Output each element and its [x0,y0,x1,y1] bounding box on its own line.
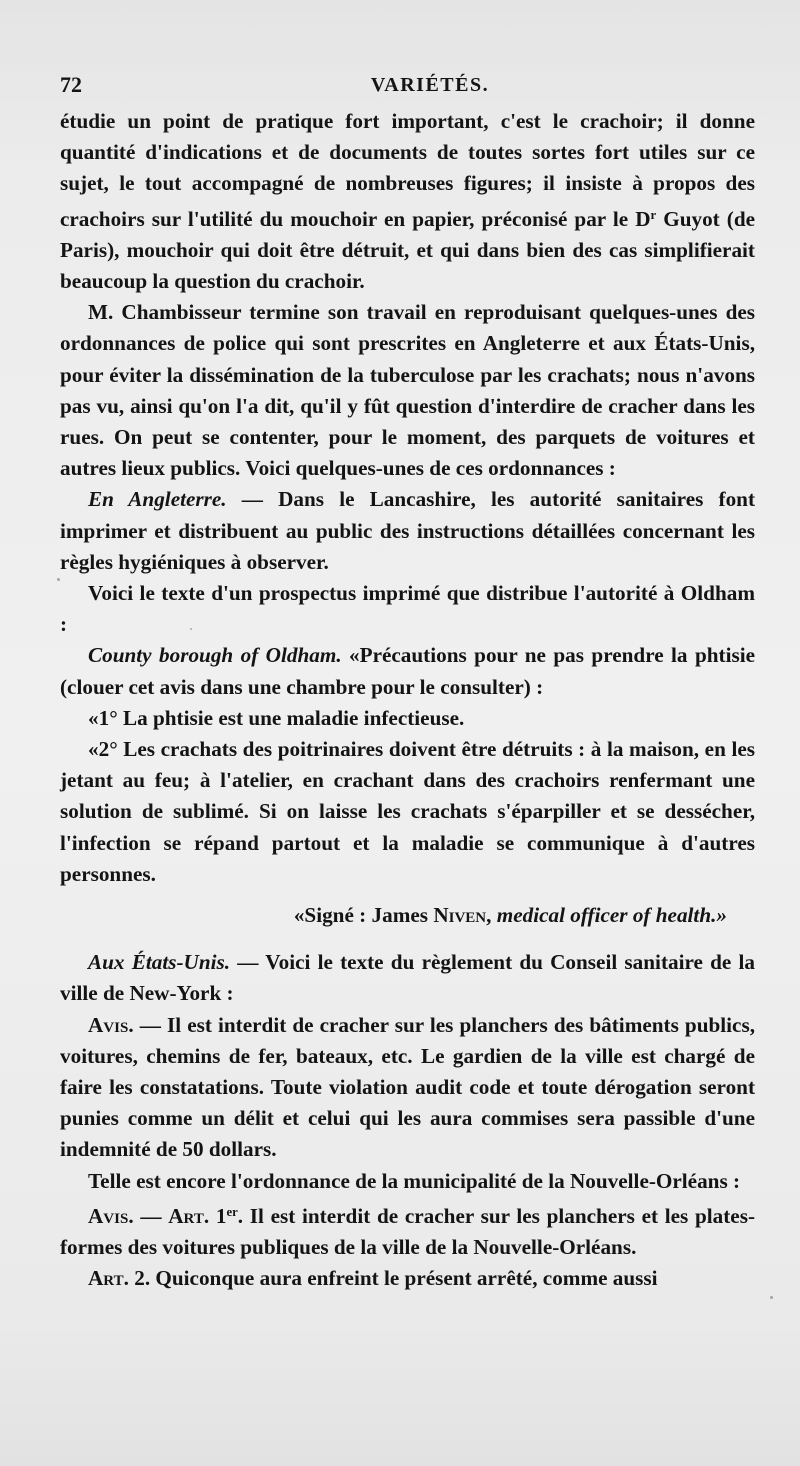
scan-speck [57,578,60,581]
paragraph-2: M. Chambisseur termine son travail en reproduisant quelques-unes des ordonnances de police qui sont prescrites en Angleterre et aux États-Unis, pour éviter la dissémination de la tuberculose par les crachats; nous n'avons pas vu, ainsi qu'on l'a dit, qu'il y fût question d'interdire de cracher dans les rues. On peut se contenter, pour le moment, des parquets de voitures et autres lieux publics. Voici quelques-unes de ces ordonnances : [60,300,755,481]
paragraph-4: Voici le texte d'un prospectus imprimé que distribue l'autorité à Oldham : [60,581,755,637]
paragraph-5: County borough of Oldham. «Précautions pour ne pas prendre la phtisie (clouer cet avis dans une chambre pour le consulter) : [60,643,755,699]
scan-speck [770,1296,773,1299]
paragraph-12: Art. 2. Quiconque aura enfreint le présent arrêté, comme aussi [88,1266,658,1291]
paragraph-8: Aux États-Unis. — Voici le texte du règlement du Conseil sanitaire de la ville de New-York : [60,950,755,1006]
paragraph-9: Avis. — Il est interdit de cracher sur les planchers des bâtiments publics, voitures, chemins de fer, bateaux, etc. Le gardien de la ville est chargé de faire les constatations. Toute violation audit code et toute dérogation seront punies comme un délit et celui qui les aura commises sera passible d'une indemnité de 50 dollars. [60,1012,755,1162]
body-text [60,106,755,1294]
signature-line: «Signé : James Niven, medical officer of health.» [293,903,727,928]
page-header [60,66,760,106]
section-label-etats-unis: Aux États-Unis. [88,950,231,975]
paragraph-10: Telle est encore l'ordonnance de la municipalité de la Nouvelle-Orléans : [88,1168,741,1193]
paragraph-3: En Angleterre. — Dans le Lancashire, les autorité sanitaires font imprimer et distribuent au public des instructions détaillées concernant les règles hygiéniques à observer. [60,487,756,574]
paragraph-7: «2° Les crachats des poitrinaires doivent être détruits : à la maison, en les jetant au feu; à l'atelier, en crachant dans des crachoirs renfermant une solution de sublimé. Si on laisse les crachats s'éparpiller et se dessécher, l'infection se répand partout et la maladie se communique à d'autres personnes. [60,737,755,886]
paragraph-11: Avis. — Art. 1er. Il est interdit de cracher sur les planchers et les plates-formes des voitures publiques de la ville de la Nouvelle-Orléans. [60,1203,756,1260]
section-label-oldham: County borough of Oldham. [88,643,342,668]
page-number: 72 [60,72,82,97]
paragraph-6: «1° La phtisie est une maladie infectieuse. [88,705,465,730]
section-label-angleterre: En Angleterre. [88,487,227,512]
paragraph-1: étudie un point de pratique fort important, c'est le crachoir; il donne quantité d'indications et de documents de toutes sortes fort utiles sur ce sujet, le tout accompagné de nombreuses figures; il insiste à propos des crachoirs sur l'utilité du mouchoir en papier, préconisé par le $D^r$ Guyot (de Paris), mouchoir qui doit être détruit, et qui dans bien des cas simplifierait beaucoup la question du crachoir. [60,109,756,293]
running-title: VARIÉTÉS. [370,74,490,96]
scan-speck [190,628,192,630]
